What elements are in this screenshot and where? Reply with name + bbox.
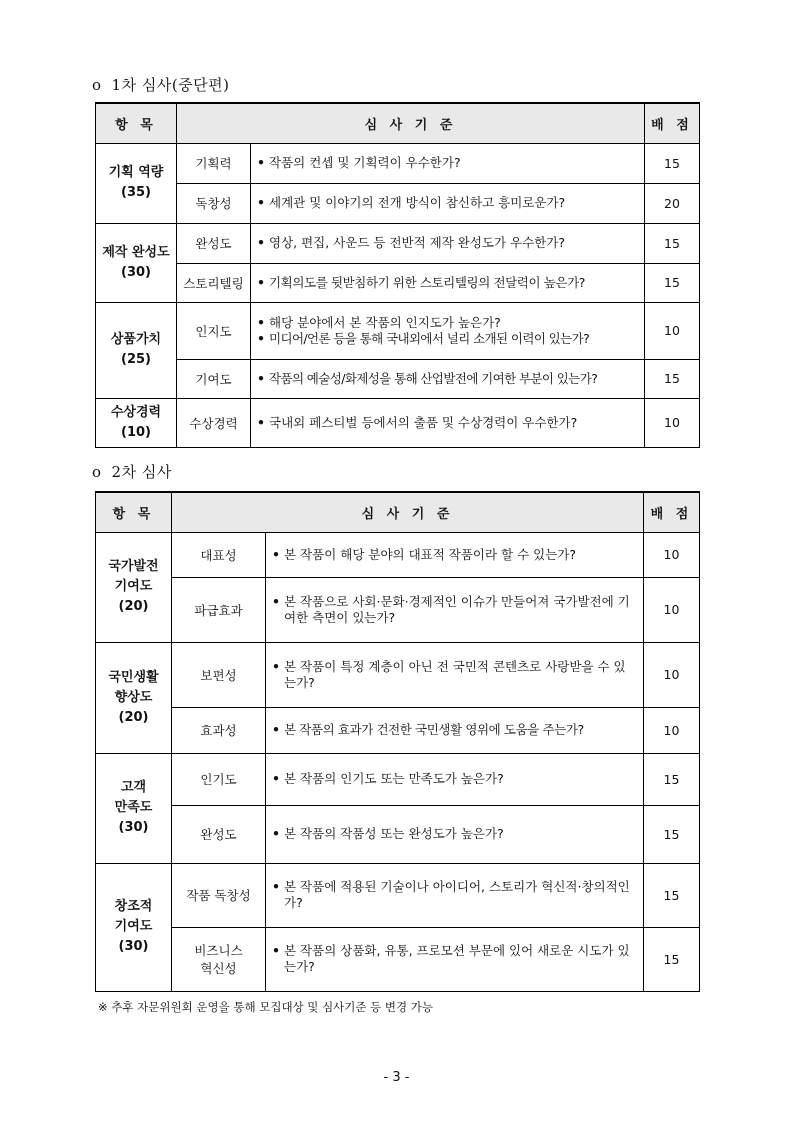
bullet-icon: •: [272, 722, 280, 737]
header-item: 항 목: [96, 492, 172, 532]
table-row: [96, 143, 700, 183]
category-name: 기여도: [114, 919, 153, 934]
header-item: 항 목: [96, 103, 177, 143]
criteria-line: • 세계관 및 이야기의 전개 방식이 참신하고 흥미로운가?: [257, 195, 566, 210]
category-name: 상품가치: [110, 332, 162, 347]
category-name: 수상경력: [110, 404, 162, 420]
category-name: 고객: [120, 780, 147, 795]
section-1-title-text: 1차 심사(중단편): [111, 76, 230, 94]
table-row: [96, 577, 700, 642]
category-name: 만족도: [114, 800, 153, 815]
criteria-cell: [251, 359, 645, 398]
footnote: ※ 추후 자문위원회 운영을 통해 모집대상 및 심사기준 등 변경 가능: [98, 1000, 434, 1014]
criteria-line: • 작품의 컨셉 및 기획력이 우수한가?: [257, 155, 461, 170]
criteria-cell: [266, 577, 644, 642]
criteria-line: • 본 작품의 상품화, 유통, 프로모션 부문에 있어 새로운 시도가 있는가?: [272, 943, 630, 974]
category-cell: [96, 532, 172, 642]
section-1-table: [95, 102, 700, 448]
score-cell: 15: [644, 805, 700, 863]
score-cell: 10: [645, 302, 700, 359]
sub-item: 완성도: [172, 805, 266, 863]
criteria-cell: [251, 263, 645, 302]
criteria-line: • 미디어/언론 등을 통해 국내외에서 널리 소개된 이력이 있는가?: [257, 330, 590, 346]
criteria-cell: [266, 805, 644, 863]
sub-item: 수상경력: [177, 398, 251, 447]
bullet-icon: •: [257, 330, 265, 346]
criteria-cell: [266, 532, 644, 577]
sub-item: 기획력: [177, 143, 251, 183]
criteria-cell: [251, 183, 645, 223]
category-name: 기여도: [114, 579, 153, 594]
table-row: [96, 359, 700, 398]
score-cell: 15: [644, 753, 700, 805]
category-points: (10): [121, 424, 151, 440]
sub-item: 스토리텔링: [177, 263, 251, 302]
bullet-icon: •: [272, 826, 280, 841]
category-cell: [96, 863, 172, 991]
score-cell: 15: [645, 143, 700, 183]
score-cell: 20: [645, 183, 700, 223]
score-cell: 15: [645, 359, 700, 398]
criteria-cell: [266, 642, 644, 707]
category-name: 향상도: [114, 689, 153, 705]
score-cell: 10: [644, 577, 700, 642]
table-row: [96, 398, 700, 447]
table-row: [96, 263, 700, 302]
criteria-line: • 본 작품에 적용된 기술이나 아이디어, 스토리가 혁신적·창의적인가?: [272, 879, 630, 910]
category-cell: [96, 143, 177, 223]
header-criteria: 심 사 기 준: [177, 103, 645, 143]
criteria-cell: [266, 753, 644, 805]
score-cell: 10: [645, 398, 700, 447]
category-points: (20): [118, 599, 149, 614]
criteria-line: • 작품의 예술성/화제성을 통해 산업발전에 기여한 부분이 있는가?: [257, 370, 598, 386]
sub-item: 보편성: [172, 642, 266, 707]
table-row: [96, 805, 700, 863]
category-name: 국민생활: [108, 669, 159, 685]
bullet-icon: •: [272, 658, 280, 674]
bullet-icon: •: [257, 370, 265, 386]
criteria-line: • 해당 분야에서 본 작품의 인지도가 높은가?: [257, 314, 501, 330]
sub-item: 기여도: [177, 359, 251, 398]
category-name: 기획 역량: [108, 165, 164, 180]
category-cell: [96, 753, 172, 863]
category-points: (35): [121, 185, 151, 200]
criteria-cell: [251, 223, 645, 263]
section-1-bullet: o: [92, 76, 102, 94]
criteria-cell: [266, 707, 644, 753]
bullet-icon: •: [272, 771, 280, 786]
page-number: - 3 -: [383, 1070, 410, 1085]
criteria-line: • 본 작품의 효과가 건전한 국민생활 영위에 도움을 주는가?: [272, 722, 584, 737]
table-row: [96, 183, 700, 223]
bullet-icon: •: [257, 314, 265, 330]
table-row: [96, 863, 700, 927]
score-cell: 10: [644, 532, 700, 577]
table-row: [96, 532, 700, 577]
section-2-title-text: 2차 심사: [111, 463, 172, 481]
criteria-line: • 영상, 편집, 사운드 등 전반적 제작 완성도가 우수한가?: [257, 235, 565, 250]
category-points: (20): [118, 709, 149, 725]
category-name: 제작 완성도: [102, 244, 170, 260]
score-cell: 15: [644, 927, 700, 991]
bullet-icon: •: [257, 274, 265, 290]
section-2-bullet: o: [92, 463, 102, 481]
table-row: [96, 707, 700, 753]
sub-item: 완성도: [177, 223, 251, 263]
category-cell: [96, 302, 177, 398]
criteria-cell: [266, 863, 644, 927]
bullet-icon: •: [257, 414, 265, 430]
category-points: (30): [121, 264, 151, 280]
section-2-table: [95, 491, 700, 992]
category-points: (30): [118, 820, 149, 835]
criteria-line: • 국내외 페스티벌 등에서의 출품 및 수상경력이 우수한가?: [257, 414, 578, 430]
bullet-icon: •: [272, 593, 280, 609]
header-score: 배 점: [645, 103, 700, 143]
criteria-line: • 기획의도를 뒷받침하기 위한 스토리텔링의 전달력이 높은가?: [257, 274, 585, 290]
criteria-cell: [251, 398, 645, 447]
score-cell: 15: [645, 263, 700, 302]
table-header-row: [96, 103, 700, 143]
criteria-cell: [251, 302, 645, 359]
section-2-title: [92, 461, 172, 482]
sub-item: 파급효과: [172, 577, 266, 642]
sub-item: 대표성: [172, 532, 266, 577]
criteria-cell: [266, 927, 644, 991]
sub-item: 인기도: [172, 753, 266, 805]
bullet-icon: •: [257, 195, 265, 210]
category-cell: [96, 642, 172, 753]
table-header-row: [96, 492, 700, 532]
criteria-line: • 본 작품으로 사회·문화·경제적인 이슈가 만들어져 국가발전에 기여한 측면이 있는가?: [272, 593, 630, 625]
table-row: [96, 223, 700, 263]
score-cell: 15: [644, 863, 700, 927]
category-points: (30): [118, 939, 149, 954]
category-name: 국가발전: [108, 559, 159, 574]
table-row: [96, 642, 700, 707]
bullet-icon: •: [257, 155, 265, 170]
score-cell: 10: [644, 707, 700, 753]
score-cell: 10: [644, 642, 700, 707]
bullet-icon: •: [272, 943, 280, 958]
category-points: (25): [121, 352, 151, 367]
criteria-line: • 본 작품의 인기도 또는 만족도가 높은가?: [272, 771, 504, 786]
sub-item: 독창성: [177, 183, 251, 223]
criteria-line: • 본 작품의 작품성 또는 완성도가 높은가?: [272, 826, 504, 841]
category-cell: [96, 398, 177, 447]
sub-item: 인지도: [177, 302, 251, 359]
sub-item: 작품 독창성: [172, 863, 266, 927]
header-criteria: 심 사 기 준: [172, 492, 644, 532]
header-score: 배 점: [644, 492, 700, 532]
bullet-icon: •: [272, 879, 280, 894]
category-cell: [96, 223, 177, 302]
bullet-icon: •: [272, 546, 280, 562]
sub-item: 비즈니스 혁신성: [172, 927, 266, 991]
section-1-title: [92, 74, 230, 95]
table-row: [96, 753, 700, 805]
table-row: [96, 927, 700, 991]
score-cell: 15: [645, 223, 700, 263]
bullet-icon: •: [257, 235, 265, 250]
criteria-line: • 본 작품이 해당 분야의 대표적 작품이라 할 수 있는가?: [272, 546, 576, 562]
table-row: [96, 302, 700, 359]
criteria-cell: [251, 143, 645, 183]
sub-item: 효과성: [172, 707, 266, 753]
criteria-line: • 본 작품이 특정 계층이 아닌 전 국민적 콘텐츠로 사랑받을 수 있는가?: [272, 658, 626, 690]
category-name: 창조적: [114, 899, 153, 914]
